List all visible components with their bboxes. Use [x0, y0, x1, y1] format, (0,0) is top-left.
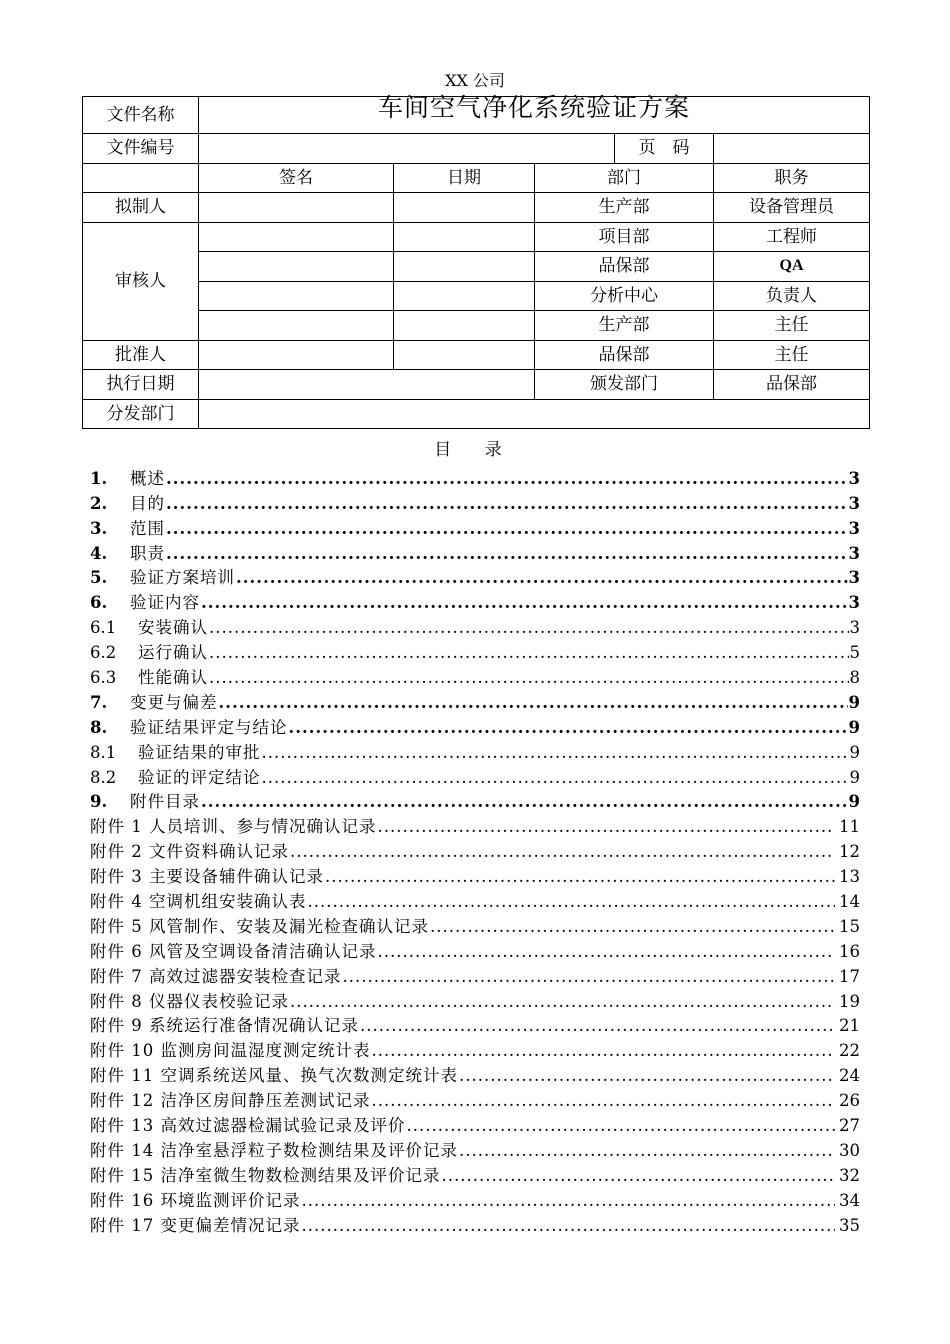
distribution-label: 分发部门: [83, 399, 199, 429]
toc-entry[interactable]: [90, 862, 860, 887]
toc-entry[interactable]: [90, 837, 860, 862]
toc-entry-page: 17: [839, 966, 860, 986]
toc-dot-leader: [308, 892, 836, 912]
toc-entry-label: 附件 1 人员培训、参与情况确认记录: [90, 817, 377, 837]
signature-header: 签名: [199, 163, 394, 193]
date-cell: [394, 340, 535, 370]
department-cell: 分析中心: [535, 281, 714, 311]
signature-cell: [199, 222, 394, 252]
toc-dot-leader: [372, 1041, 836, 1061]
toc-entry[interactable]: [90, 464, 860, 489]
reviewed-by-row: [83, 311, 870, 341]
toc-entry-page: 9: [848, 717, 860, 737]
toc-entry-number: 8.1: [90, 742, 117, 762]
toc-entry-page: 9: [848, 692, 860, 712]
company-name: XX 公司: [445, 71, 505, 90]
toc-entry[interactable]: [90, 713, 860, 738]
toc-dot-leader: [302, 1216, 836, 1236]
toc-entry-number: 1.: [90, 468, 108, 488]
reviewed-by-row: [83, 222, 870, 252]
toc-entry-page: 34: [839, 1190, 860, 1210]
toc-entry-page: 9: [849, 767, 860, 787]
toc-entry-page: 14: [839, 892, 860, 912]
toc-entry-label: 附件 2 文件资料确认记录: [90, 842, 289, 862]
toc-entry-page: 35: [839, 1215, 860, 1235]
toc-entry[interactable]: [90, 1012, 860, 1037]
toc-entry-number: 4.: [90, 543, 108, 563]
toc-entry[interactable]: [90, 663, 860, 688]
toc-entry[interactable]: [90, 489, 860, 514]
toc-entry-number: 6.2: [90, 643, 117, 663]
toc-entry[interactable]: [90, 1211, 860, 1236]
toc-entry-label: 附件 11 空调系统送风量、换气次数测定统计表: [90, 1066, 458, 1086]
toc-entry[interactable]: [90, 912, 860, 937]
toc-entry[interactable]: [90, 588, 860, 613]
toc-entry-page: 3: [848, 493, 860, 513]
toc-dot-leader: [209, 668, 849, 688]
toc-entry-label: 安装确认: [138, 618, 208, 638]
toc-entry[interactable]: [90, 1161, 860, 1186]
toc-entry[interactable]: [90, 688, 860, 713]
toc-dot-leader: [236, 568, 848, 588]
toc-entry[interactable]: [90, 763, 860, 788]
toc-entry-page: 3: [849, 618, 860, 638]
toc-entry-number: 7.: [90, 692, 108, 712]
toc-entry[interactable]: [90, 887, 860, 912]
toc-entry[interactable]: [90, 1036, 860, 1061]
distribution-value: [199, 399, 870, 429]
toc-entry-label: 验证的评定结论: [138, 767, 261, 787]
toc-entry-label: 附件 7 高效过滤器安装检查记录: [90, 966, 342, 986]
position-header: 职务: [714, 163, 870, 193]
toc-entry-number: 2.: [90, 493, 108, 513]
toc-entry-page: 26: [839, 1091, 860, 1111]
issuing-department-label: 颁发部门: [535, 370, 714, 400]
toc-entry[interactable]: [90, 1186, 860, 1211]
toc-entry-page: 3: [848, 543, 860, 563]
column-header-row: [83, 163, 870, 193]
effective-date-value: [199, 370, 535, 400]
toc-entry-label: 附件 13 高效过滤器检漏试验记录及评价: [90, 1116, 406, 1136]
toc-dot-leader: [262, 768, 849, 788]
toc-entry-page: 11: [839, 817, 860, 837]
date-header: 日期: [394, 163, 535, 193]
toc-entry-label: 变更与偏差: [130, 692, 218, 712]
toc-entry-number: 8.2: [90, 767, 117, 787]
toc-entry-label: 附件 17 变更偏差情况记录: [90, 1215, 301, 1235]
toc-entry-label: 附件 10 监测房间温湿度测定统计表: [90, 1041, 371, 1061]
approved-by-label: 批准人: [83, 340, 199, 370]
toc-entry-page: 13: [839, 867, 860, 887]
page-value: [714, 134, 870, 164]
position-cell: 工程师: [714, 222, 870, 252]
document-control-table: [82, 93, 870, 429]
toc-dot-leader: [378, 942, 836, 962]
reviewed-by-row: [83, 281, 870, 311]
reviewed-by-label: 审核人: [83, 222, 199, 340]
toc-entry-page: 32: [839, 1165, 860, 1185]
toc-entry-label: 范围: [130, 518, 165, 538]
toc-dot-leader: [262, 743, 849, 763]
toc-dot-leader: [442, 1166, 836, 1186]
toc-dot-leader: [290, 842, 835, 862]
toc-dot-leader: [325, 867, 835, 887]
toc-title: 目 录: [434, 440, 516, 460]
file-name-row: [83, 97, 870, 134]
toc-dot-leader: [166, 544, 848, 564]
toc-entry[interactable]: [90, 987, 860, 1012]
department-cell: 生产部: [535, 311, 714, 341]
toc-entry-page: 3: [848, 468, 860, 488]
toc-entry-page: 9: [848, 792, 860, 812]
toc-entry[interactable]: [90, 812, 860, 837]
toc-dot-leader: [290, 992, 835, 1012]
date-cell: [394, 193, 535, 223]
toc-entry-page: 21: [839, 1016, 860, 1036]
date-cell: [394, 281, 535, 311]
department-cell: 项目部: [535, 222, 714, 252]
department-cell: 品保部: [535, 340, 714, 370]
toc-dot-leader: [209, 618, 849, 638]
position-cell: QA: [714, 252, 870, 282]
toc-entry-label: 附件 9 系统运行准备情况确认记录: [90, 1016, 359, 1036]
toc-entry[interactable]: [90, 1111, 860, 1136]
toc-entry[interactable]: [90, 613, 860, 638]
toc-entry-label: 验证结果的审批: [138, 742, 261, 762]
toc-dot-leader: [360, 1016, 835, 1036]
effective-date-label: 执行日期: [83, 370, 199, 400]
toc-entry-page: 3: [848, 593, 860, 613]
drafted-by-row: [83, 193, 870, 223]
toc-entry-number: 6.1: [90, 618, 117, 638]
toc-entry[interactable]: [90, 514, 860, 539]
toc-entry-page: 24: [839, 1066, 860, 1086]
table-of-contents: [90, 464, 860, 1236]
toc-entry[interactable]: [90, 788, 860, 813]
toc-entry-label: 验证方案培训: [130, 568, 235, 588]
reviewed-by-row: [83, 252, 870, 282]
toc-entry-label: 附件 8 仪器仪表校验记录: [90, 991, 289, 1011]
toc-entry-label: 附件 6 风管及空调设备清洁确认记录: [90, 941, 377, 961]
toc-dot-leader: [372, 1091, 836, 1111]
toc-dot-leader: [378, 817, 836, 837]
toc-entry-label: 目的: [130, 493, 165, 513]
toc-entry[interactable]: [90, 539, 860, 564]
toc-entry-label: 职责: [130, 543, 165, 563]
toc-entry-number: 8.: [90, 717, 108, 737]
toc-dot-leader: [201, 593, 848, 613]
signature-cell: [199, 193, 394, 223]
toc-dot-leader: [459, 1141, 835, 1161]
toc-entry-label: 附件 14 洁净室悬浮粒子数检测结果及评价记录: [90, 1140, 458, 1160]
distribution-row: [83, 399, 870, 429]
toc-entry-label: 附件 4 空调机组安装确认表: [90, 892, 307, 912]
toc-entry-label: 性能确认: [138, 668, 208, 688]
signature-cell: [199, 340, 394, 370]
toc-entry-number: 9.: [90, 792, 108, 812]
file-number-row: [83, 134, 870, 164]
department-cell: 生产部: [535, 193, 714, 223]
toc-dot-leader: [343, 967, 836, 987]
toc-dot-leader: [302, 1191, 836, 1211]
toc-dot-leader: [209, 643, 849, 663]
toc-entry-number: 5.: [90, 568, 108, 588]
page-label: 页 码: [615, 134, 714, 164]
signature-cell: [199, 252, 394, 282]
toc-entry[interactable]: [90, 1061, 860, 1086]
toc-dot-leader: [289, 718, 848, 738]
toc-entry-label: 附件 12 洁净区房间静压差测试记录: [90, 1091, 371, 1111]
date-cell: [394, 311, 535, 341]
toc-entry-page: 5: [849, 643, 860, 663]
toc-entry-page: 27: [839, 1116, 860, 1136]
toc-dot-leader: [459, 1066, 835, 1086]
file-number-label: 文件编号: [83, 134, 199, 164]
toc-dot-leader: [166, 519, 848, 539]
drafted-by-label: 拟制人: [83, 193, 199, 223]
date-cell: [394, 222, 535, 252]
toc-entry[interactable]: [90, 962, 860, 987]
toc-entry-label: 附件 3 主要设备辅件确认记录: [90, 867, 324, 887]
toc-dot-leader: [430, 917, 835, 937]
toc-entry-page: 3: [848, 568, 860, 588]
toc-entry-page: 12: [839, 842, 860, 862]
toc-entry[interactable]: [90, 1136, 860, 1161]
toc-entry-page: 19: [839, 991, 860, 1011]
department-cell: 品保部: [535, 252, 714, 282]
toc-entry-number: 6.: [90, 593, 108, 613]
toc-entry-label: 附件 15 洁净室微生物数检测结果及评价记录: [90, 1165, 441, 1185]
toc-entry-label: 附件 16 环境监测评价记录: [90, 1190, 301, 1210]
signature-cell: [199, 281, 394, 311]
toc-entry-label: 附件 5 风管制作、安装及漏光检查确认记录: [90, 916, 429, 936]
toc-dot-leader: [407, 1116, 836, 1136]
position-cell: 设备管理员: [714, 193, 870, 223]
toc-dot-leader: [166, 494, 848, 514]
position-cell: 负责人: [714, 281, 870, 311]
toc-entry-page: 30: [839, 1140, 860, 1160]
position-cell: 主任: [714, 311, 870, 341]
toc-entry-page: 3: [848, 518, 860, 538]
toc-entry[interactable]: [90, 937, 860, 962]
blank-header-cell: [83, 163, 199, 193]
toc-entry-page: 8: [849, 668, 860, 688]
document-title: 车间空气净化系统验证方案: [199, 97, 870, 134]
toc-entry[interactable]: [90, 638, 860, 663]
toc-entry-label: 验证结果评定与结论: [130, 717, 288, 737]
toc-entry-page: 9: [849, 742, 860, 762]
department-header: 部门: [535, 163, 714, 193]
toc-entry-page: 22: [839, 1041, 860, 1061]
toc-entry-label: 运行确认: [138, 643, 208, 663]
toc-entry-label: 概述: [130, 468, 165, 488]
approved-by-row: [83, 340, 870, 370]
toc-entry-number: 3.: [90, 518, 108, 538]
toc-entry-label: 验证内容: [130, 593, 200, 613]
toc-entry[interactable]: [90, 1086, 860, 1111]
issuing-department-value: 品保部: [714, 370, 870, 400]
signature-cell: [199, 311, 394, 341]
toc-entry-label: 附件目录: [130, 792, 200, 812]
toc-dot-leader: [166, 469, 848, 489]
toc-entry[interactable]: [90, 738, 860, 763]
position-cell: 主任: [714, 340, 870, 370]
file-name-label: 文件名称: [83, 97, 199, 134]
toc-entry-page: 15: [839, 916, 860, 936]
toc-entry[interactable]: [90, 564, 860, 589]
toc-dot-leader: [219, 693, 848, 713]
toc-entry-number: 6.3: [90, 668, 117, 688]
toc-entry-page: 16: [839, 941, 860, 961]
toc-dot-leader: [201, 792, 848, 812]
file-number-value: [199, 134, 615, 164]
date-cell: [394, 252, 535, 282]
effective-date-row: [83, 370, 870, 400]
